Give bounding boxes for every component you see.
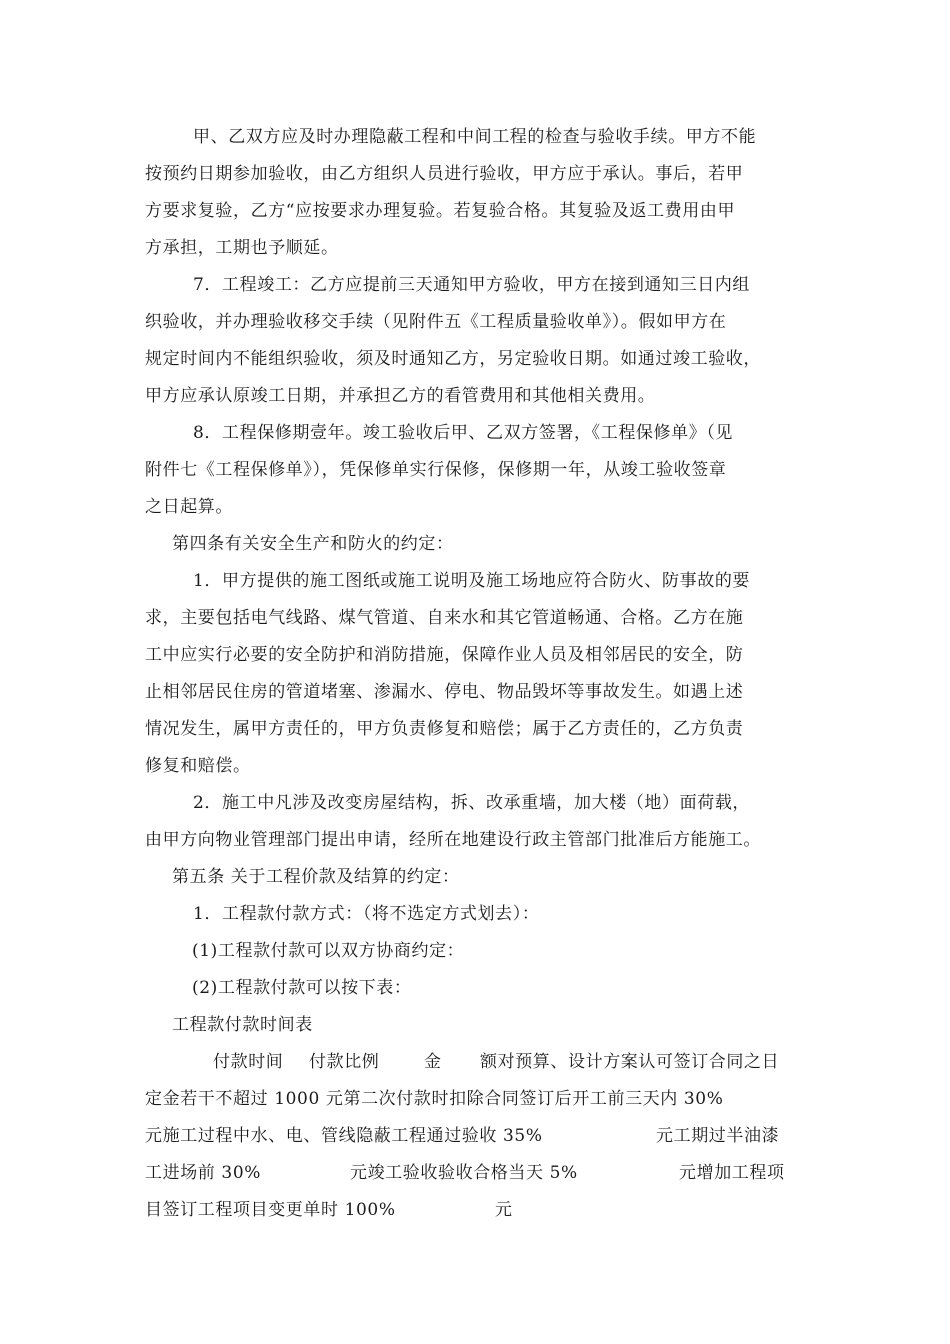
text-line: 按预约日期参加验收，由乙方组织人员进行验收，甲方应于承认。事后，若甲 [145,164,744,184]
table-cell: 元工期过半油漆 [656,1126,780,1146]
table-row [145,1198,815,1222]
text-line: 工中应实行必要的安全防护和消防措施，保障作业人员及相邻居民的安全，防 [145,645,744,665]
text-line: 附件七《工程保修单》），凭保修单实行保修，保修期一年，从竣工验收签章 [145,460,727,480]
table-cell: 定金若干不超过 1000 元第二次付款时扣除合同签订后开工前三天内 30% [145,1089,724,1109]
text-line: 情况发生，属甲方责任的，甲方负责修复和赔偿；属于乙方责任的，乙方负责 [145,719,744,739]
text-line: 修复和赔偿。 [145,756,251,776]
text-line: 方要求复验，乙方“应按要求办理复验。若复验合格。其复验及返工费用由甲 [145,201,736,221]
table-row [145,1087,815,1111]
text-line: (2)工程款付款可以按下表： [192,978,412,998]
text-line: 1．甲方提供的施工图纸或施工说明及施工场地应符合防火、防事故的要 [193,571,751,591]
table-row [145,1161,815,1185]
table-cell: 工进场前 30% [145,1163,261,1183]
table-cell: 元施工过程中水、电、管线隐蔽工程通过验收 35% [145,1126,543,1146]
text-line: 7．工程竣工：乙方应提前三天通知甲方验收，甲方在接到通知三日内组 [193,275,751,295]
text-line: (1)工程款付款可以双方协商约定： [192,941,465,961]
table-cell: 目签订工程项目变更单时 100% [145,1200,396,1220]
table-row [145,1124,815,1148]
table-cell: 元竣工验收验收合格当天 5% [350,1163,578,1183]
text-line: 甲、乙双方应及时办理隐蔽工程和中间工程的检查与验收手续。甲方不能 [193,127,757,147]
text-line: 求，主要包括电气线路、煤气管道、自来水和其它管道畅通、合格。乙方在施 [145,608,744,628]
table-header [145,1050,815,1074]
table-cell: 元增加工程项 [679,1163,785,1183]
text-line: 织验收，并办理验收移交手续（见附件五《工程质量验收单》）。假如甲方在 [145,312,727,332]
table-header-cell: 付款时间 [213,1052,284,1072]
text-line: 甲方应承认原竣工日期，并承担乙方的看管费用和其他相关费用。 [145,386,656,406]
text-line: 规定时间内不能组织验收，须及时通知乙方，另定验收日期。如通过竣工验收， [145,349,761,369]
table-header-cell: 金 [424,1052,442,1072]
text-line: 2．施工中凡涉及改变房屋结构，拆、改承重墙，加大楼（地）面荷载， [193,793,751,813]
section-heading: 第四条有关安全生产和防火的约定： [172,534,454,554]
table-cell: 元 [495,1200,513,1220]
section-heading: 第五条 关于工程价款及结算的约定： [172,867,460,887]
text-line: 1．工程款付款方式：（将不选定方式划去）： [193,904,540,924]
table-title: 工程款付款时间表 [172,1015,313,1035]
text-line: 由甲方向物业管理部门提出申请，经所在地建设行政主管部门批准后方能施工。 [145,830,761,850]
table-header-cell: 付款比例 [309,1052,380,1072]
text-line: 止相邻居民住房的管道堵塞、渗漏水、停电、物品毁坏等事故发生。如遇上述 [145,682,744,702]
table-header-cell: 额对预算、设计方案认可签订合同之日 [480,1052,780,1072]
text-line: 之日起算。 [145,497,233,517]
text-line: 方承担，工期也予顺延。 [145,238,339,258]
text-line: 8．工程保修期壹年。竣工验收后甲、乙双方签署，《工程保修单》（见 [193,423,734,443]
